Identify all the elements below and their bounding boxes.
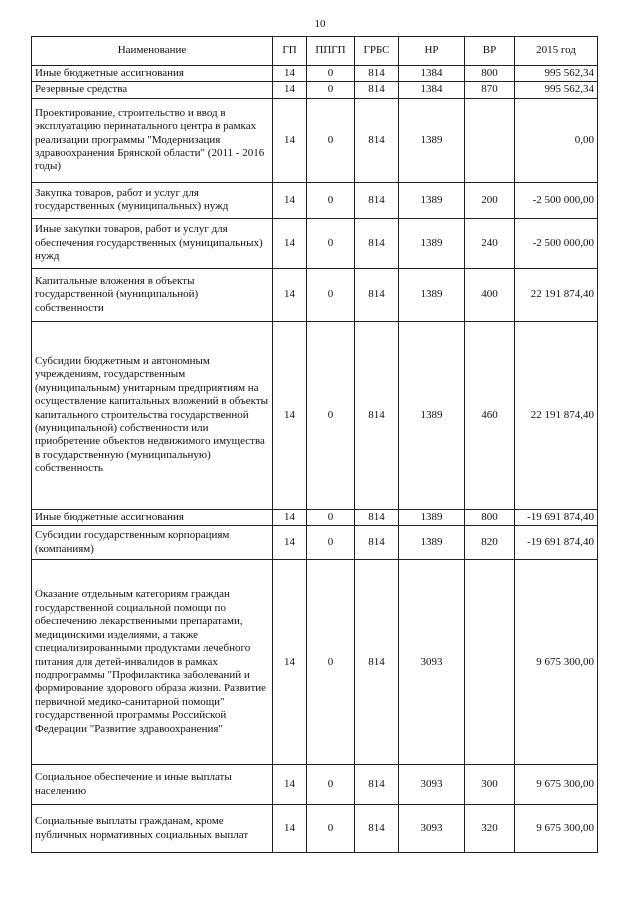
row-amount: 9 675 300,00: [515, 765, 598, 805]
row-amount: 9 675 300,00: [515, 805, 598, 853]
row-vr: 870: [465, 82, 515, 98]
header-name: Наименование: [32, 37, 273, 66]
row-grbs: 814: [355, 182, 399, 218]
row-ppgp: 0: [307, 98, 355, 182]
row-amount: -19 691 874,40: [515, 526, 598, 560]
table-row: [32, 182, 598, 218]
table-row: [32, 321, 598, 509]
table-row: [32, 66, 598, 82]
row-grbs: 814: [355, 268, 399, 321]
row-gp: 14: [273, 268, 307, 321]
row-vr: [465, 98, 515, 182]
row-vr: 400: [465, 268, 515, 321]
row-grbs: 814: [355, 805, 399, 853]
row-nr: 1384: [399, 82, 465, 98]
row-grbs: 814: [355, 526, 399, 560]
table-row: [32, 268, 598, 321]
table-row: [32, 98, 598, 182]
row-name: Субсидии государственным корпорациям (компаниям): [32, 526, 273, 560]
table-row: [32, 82, 598, 98]
row-gp: 14: [273, 560, 307, 765]
row-name: Иные бюджетные ассигнования: [32, 509, 273, 525]
row-ppgp: 0: [307, 82, 355, 98]
row-ppgp: 0: [307, 66, 355, 82]
row-gp: 14: [273, 218, 307, 268]
row-gp: 14: [273, 509, 307, 525]
row-nr: 1389: [399, 526, 465, 560]
row-grbs: 814: [355, 98, 399, 182]
row-name: Иные закупки товаров, работ и услуг для обеспечения государственных (муниципальных) нужд: [32, 218, 273, 268]
row-gp: 14: [273, 82, 307, 98]
row-vr: 800: [465, 66, 515, 82]
table-row: [32, 560, 598, 765]
table-row: [32, 765, 598, 805]
row-vr: 240: [465, 218, 515, 268]
row-name: Оказание отдельным категориям граждан государственной социальной помощи по обеспечению лекарственными препаратами, медицинскими изделиями, а также специализированными продуктами лечебного питания для детей-инвалидов в рамках подпрограммы "Профилактика заболеваний и формирование здорового образа жизни. Развитие первичной медико-санитарной помощи" государственной программы Российской Федерации "Развитие здравоохранения": [32, 560, 273, 765]
table-row: [32, 218, 598, 268]
row-vr: 820: [465, 526, 515, 560]
row-gp: 14: [273, 98, 307, 182]
row-amount: -19 691 874,40: [515, 509, 598, 525]
row-amount: -2 500 000,00: [515, 218, 598, 268]
row-name: Субсидии бюджетным и автономным учреждениям, государственным (муниципальным) унитарным предприятиям на осуществление капитальных вложений в объекты капитального строительства государственной (муниципальной) собственности или приобретение объектов недвижимого имущества в государственную (муниципальную) собственность: [32, 321, 273, 509]
row-grbs: 814: [355, 218, 399, 268]
row-amount: 995 562,34: [515, 66, 598, 82]
row-nr: 3093: [399, 765, 465, 805]
row-gp: 14: [273, 526, 307, 560]
row-grbs: 814: [355, 509, 399, 525]
row-ppgp: 0: [307, 560, 355, 765]
row-nr: 3093: [399, 805, 465, 853]
table-row: [32, 526, 598, 560]
row-grbs: 814: [355, 560, 399, 765]
row-nr: 1384: [399, 66, 465, 82]
row-ppgp: 0: [307, 805, 355, 853]
row-amount: -2 500 000,00: [515, 182, 598, 218]
table-row: [32, 805, 598, 853]
row-name: Социальные выплаты гражданам, кроме публичных нормативных социальных выплат: [32, 805, 273, 853]
row-gp: 14: [273, 765, 307, 805]
row-nr: 1389: [399, 182, 465, 218]
budget-table: [31, 36, 598, 853]
row-vr: 320: [465, 805, 515, 853]
row-nr: 1389: [399, 98, 465, 182]
row-ppgp: 0: [307, 321, 355, 509]
row-gp: 14: [273, 805, 307, 853]
row-ppgp: 0: [307, 268, 355, 321]
row-amount: 0,00: [515, 98, 598, 182]
header-nr: НР: [399, 37, 465, 66]
header-gp: ГП: [273, 37, 307, 66]
row-vr: 800: [465, 509, 515, 525]
table-row: [32, 509, 598, 525]
row-amount: 22 191 874,40: [515, 321, 598, 509]
row-nr: 1389: [399, 218, 465, 268]
header-ppgp: ППГП: [307, 37, 355, 66]
row-vr: [465, 560, 515, 765]
row-vr: 200: [465, 182, 515, 218]
header-year: 2015 год: [515, 37, 598, 66]
row-vr: 460: [465, 321, 515, 509]
row-nr: 1389: [399, 509, 465, 525]
row-name: Капитальные вложения в объекты государственной (муниципальной) собственности: [32, 268, 273, 321]
row-ppgp: 0: [307, 526, 355, 560]
row-ppgp: 0: [307, 765, 355, 805]
page-number: 10: [314, 18, 326, 30]
row-ppgp: 0: [307, 182, 355, 218]
row-grbs: 814: [355, 321, 399, 509]
row-name: Закупка товаров, работ и услуг для государственных (муниципальных) нужд: [32, 182, 273, 218]
row-name: Проектирование, строительство и ввод в эксплуатацию перинатального центра в рамках реализации программы "Модернизация здравоохранения Брянской области" (2011 - 2016 годы): [32, 98, 273, 182]
row-ppgp: 0: [307, 509, 355, 525]
row-nr: 1389: [399, 268, 465, 321]
header-vr: ВР: [465, 37, 515, 66]
row-grbs: 814: [355, 765, 399, 805]
row-name: Социальное обеспечение и иные выплаты населению: [32, 765, 273, 805]
row-vr: 300: [465, 765, 515, 805]
row-gp: 14: [273, 182, 307, 218]
row-nr: 3093: [399, 560, 465, 765]
header-grbs: ГРБС: [355, 37, 399, 66]
row-name: Иные бюджетные ассигнования: [32, 66, 273, 82]
row-amount: 995 562,34: [515, 82, 598, 98]
row-ppgp: 0: [307, 218, 355, 268]
row-amount: 9 675 300,00: [515, 560, 598, 765]
row-grbs: 814: [355, 82, 399, 98]
row-gp: 14: [273, 66, 307, 82]
row-grbs: 814: [355, 66, 399, 82]
row-amount: 22 191 874,40: [515, 268, 598, 321]
table-header-row: [32, 37, 598, 66]
row-gp: 14: [273, 321, 307, 509]
row-name: Резервные средства: [32, 82, 273, 98]
row-nr: 1389: [399, 321, 465, 509]
